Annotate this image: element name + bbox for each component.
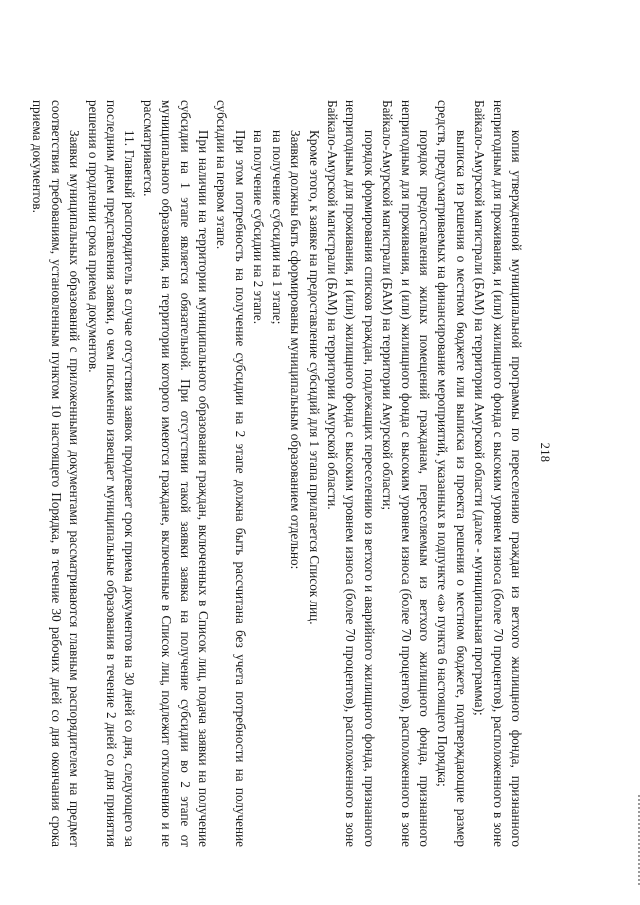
paragraph-stage1-item: на получение субсидии на 1 этапе; (269, 130, 285, 325)
paragraph-list-procedure: порядок формирования списков граждан, подлежащих переселению из ветхого и аварийного жилищного фонда, признанного непригодным для проживания, и (или) жилищного фонда с высоким уровнем износа (более 70 процентов), расположенного в зоне Байкало-Амурской магистрали (БАМ) на территории Амурской области. (324, 100, 377, 847)
paragraph-program-copy: копия утвержденной муниципальной программы по переселению граждан из ветхого жилищного фонда, признанного непригодным для проживания, и (или) жилищного фонда с высоким уровнем износа (более 70 процентов), расположенного в зоне Байкало-Амурской магистрали (БАМ) на территории Амурской области (далее - муниципальная программа); (472, 100, 524, 847)
paragraph-applications-separately: Заявки должны быть сформированы муниципальным образованием отдельно: (288, 130, 304, 570)
paragraph-clause-11: 11. Главный распорядитель в случае отсутствия заявок продлевает срок приема документов на 30 дней со дня, следующего за последним днем представления заявки, о чем письменно извещает муниципальные образования в течение 2 дней со дня принятия решения о продлении срока приема документов. (85, 100, 138, 847)
paragraph-review: Заявки муниципальных образований с приложенными документами рассматриваются главным распорядителем на предмет соответствия требованиям, установленным пунктом 10 настоящего Порядка, в течение 30 рабочих дней со дня окончания срока приема документов. (30, 100, 83, 847)
paragraph-housing-procedure: порядок предоставления жилых помещений гражданам, переселяемым из ветхого жилищного фонда, признанного непригодным для проживания, и (или) жилищного фонда с высоким уровнем износа (более 70 процентов), расположенного в зоне Байкало-Амурской магистрали (БАМ) на территории Амурской области; (380, 100, 432, 847)
paragraph-stage1-list: Кроме этого, к заявке на предоставление субсидий для 1 этапа прилагается Список лиц. (306, 130, 322, 625)
scan-artifact (630, 795, 640, 885)
paragraph-budget-extract: выписка из решения о местном бюджете или выписка из проекта решения о местном бюджете, подтверждающие размер средств, предусматриваемых на финансирование мероприятий, указанных в подпункте «а» пункта 6 настоящего Порядка; (435, 100, 469, 847)
paragraph-mandatory-stage1: При наличии на территории муниципального образования граждан, включенных в Список лиц, подача заявки на получение субсидии на 1 этапе является обязательной. При отсутствии такой заявки заявка на получение субсидии во 2 этапе от муниципального образования, на территории которого имеются граждане, включенные в Список лиц, подлежит отклонению и не рассматривается. (140, 100, 212, 847)
page-number: 218 (538, 442, 552, 463)
document-body (28, 100, 525, 847)
paragraph-stage2-item: на получение субсидии на 2 этапе. (251, 130, 267, 325)
paragraph-stage2-need: При этом потребность на получение субсидии на 2 этапе должна быть рассчитана без учета потребности на получение субсидии на первом этапе. (214, 100, 248, 847)
